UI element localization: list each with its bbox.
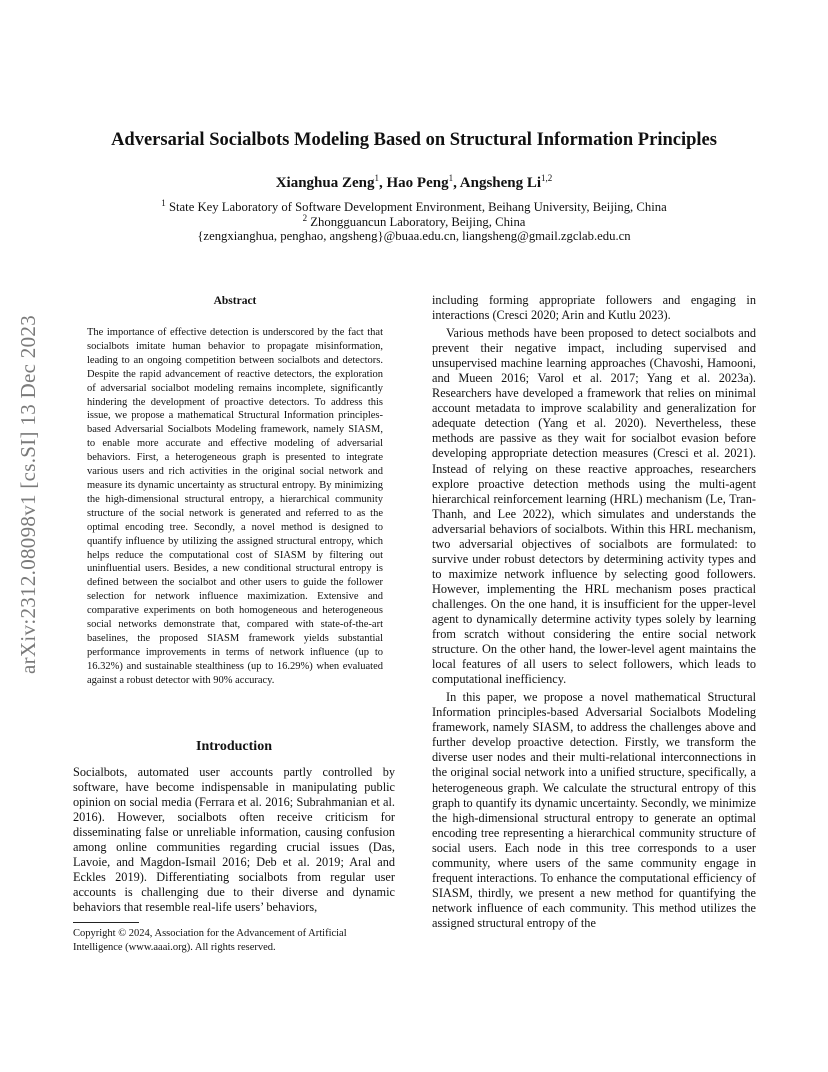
- abstract-body: [87, 326, 383, 688]
- introduction-heading: Introduction: [196, 739, 272, 754]
- author-emails: {zengxianghua, penghao, angsheng}@buaa.edu.cn, liangsheng@gmail.zgclab.edu.cn: [197, 229, 631, 243]
- author-name: Angsheng Li: [459, 175, 542, 191]
- affil-mark: 1: [161, 198, 166, 208]
- footnote-rule: [73, 922, 139, 923]
- introduction-body: [73, 765, 395, 915]
- author-affil-mark: 1: [448, 173, 454, 183]
- affiliation-2: [0, 213, 828, 230]
- author-list: Xianghua Zeng$^1$, Hao Peng$^1$, Angsheng Li$^{1,2}$: [275, 173, 553, 191]
- affil-text: State Key Laboratory of Software Development Environment, Beihang University, Beijing, China: [168, 200, 667, 215]
- author-affil-mark: 1,2: [541, 173, 553, 183]
- abstract-text: The importance of effective detection is underscored by the fact that socialbots imitate human behavior to propagate misinformation, leading to an ongoing competition between socialbots and detectors. Despite the rapid advancement of reactive detectors, the exploration of adversarial socialbot modeling remains incomplete, significantly hindering the development of proactive detectors. To address this issue, we propose a mathematical Structural Information principles-based Adversarial Socialbots Modeling framework, namely SIASM, to enable more accurate and effective modeling of adversarial behaviors. First, a heterogeneous graph is presented to integrate various users and rich activities in the original social network and measure its dynamic uncertainty as structural entropy. By minimizing the high-dimensional structural entropy, a hierarchical community structure of the social network is generated and referred to as the optimal encoding tree. Secondly, a novel method is designed to quantify influence by utilizing the assigned structural entropy, which helps reduce the computational cost of SIASM by filtering out uninfluential users. Besides, a new conditional structural entropy is defined between the socialbot and other users to guide the follower selection for network influence maximization. Extensive and comparative experiments on both homogeneous and heterogeneous social networks demonstrate that, compared with state-of-the-art baselines, the proposed SIASM framework yields substantial performance improvements in terms of network influence (up to 16.32%) and sustainable stealthiness (up to 16.29%) when evaluated against a robust detector with 90% accuracy.: [87, 327, 383, 686]
- author-name: Xianghua Zeng: [275, 175, 375, 191]
- paragraph: Various methods have been proposed to detect socialbots and prevent their negative impact, including supervised and unsupervised machine learning approaches (Chavoshi, Hamooni, and Mueen 2016; Varol et al. 2017; Yang et al. 2023a). Researchers have developed a framework that relies on minimal account metadata to improve scalability and generalization for adequate detection (Yang et al. 2020). Nevertheless, these methods are passive as they wait for socialbot evasion before developing appropriate detection measures (Cresci et al. 2021). Instead of relying on these reactive approaches, researchers explore proactive detection methods using the multi-agent hierarchical reinforcement learning (HRL) mechanism (Le, Tran-Thanh, and Lee 2022), which simulates and understands the adversarial behaviors of socialbots. Within this HRL mechanism, two adversarial objectives of socialbots are formulated: to survive under robust detectors by determining activity types and to maximize network influence by selecting good followers. However, implementing the HRL mechanism poses practical challenges. On the one hand, it is insufficient for the upper-level agent to dynamically determine activity types solely by learning from scratch without considering the entire social network structure. On the other hand, the lower-level agent maintains the local features of all users to select followers, which leads to computational inefficiency.: [432, 326, 756, 687]
- author-affil-mark: 1: [374, 173, 379, 183]
- intro-paragraph: Socialbots, automated user accounts partly controlled by software, have become indispensable in manipulating public opinion on social media (Ferrara et al. 2016; Subrahmanian et al. 2016). However, socialbots often receive criticism for disseminating false or unreliable information, causing confusion among online communities regarding crucial issues (Das, Lavoie, and Magdon-Ismail 2016; Deb et al. 2019; Aral and Eckles 2019). Differentiating socialbots from regular user accounts is challenging due to their diverse and dynamic behaviors that resemble real-life users’ behaviors,: [73, 765, 395, 915]
- abstract-heading: Abstract: [213, 295, 257, 307]
- arxiv-stamp: [12, 296, 48, 674]
- arxiv-id: arXiv:2312.08098v1 [cs.SI] 13 Dec 2023: [16, 314, 40, 674]
- paragraph-continued: including forming appropriate followers and engaging in interactions (Cresci 2020; Arin and Kutlu 2023).: [432, 293, 756, 323]
- right-column: [432, 293, 756, 931]
- paper-title: Adversarial Socialbots Modeling Based on Structural Information Principles: [111, 130, 717, 150]
- affil-mark: 2: [302, 213, 308, 223]
- author-name: Hao Peng: [386, 175, 449, 191]
- affil-text: Zhongguancun Laboratory, Beijing, China: [310, 215, 526, 230]
- copyright-footnote: Copyright © 2024, Association for the Advancement of Artificial Intelligence (www.aaai.org). All rights reserved.: [73, 928, 347, 953]
- paragraph: In this paper, we propose a novel mathematical Structural Information principles-based Adversarial Socialbots Modeling framework, namely SIASM, to address the challenges above and further develop proactive detection. Firstly, we transform the diverse user nodes and their multi-relational interconnections in the original social network into a unified structure, specifically, a heterogeneous graph. We calculate the structural entropy of this graph to quantify its dynamic uncertainty. Secondly, we minimize the high-dimensional structural entropy to generate an optimal encoding tree representing a hierarchical community structure of social users. Each node in this tree corresponds to a user community, where users of the same community engage in frequent interactions. To enhance the computational efficiency of SIASM, thirdly, we present a new method for quantifying the network influence of each community. This method utilizes the assigned structural entropy of the: [432, 690, 756, 930]
